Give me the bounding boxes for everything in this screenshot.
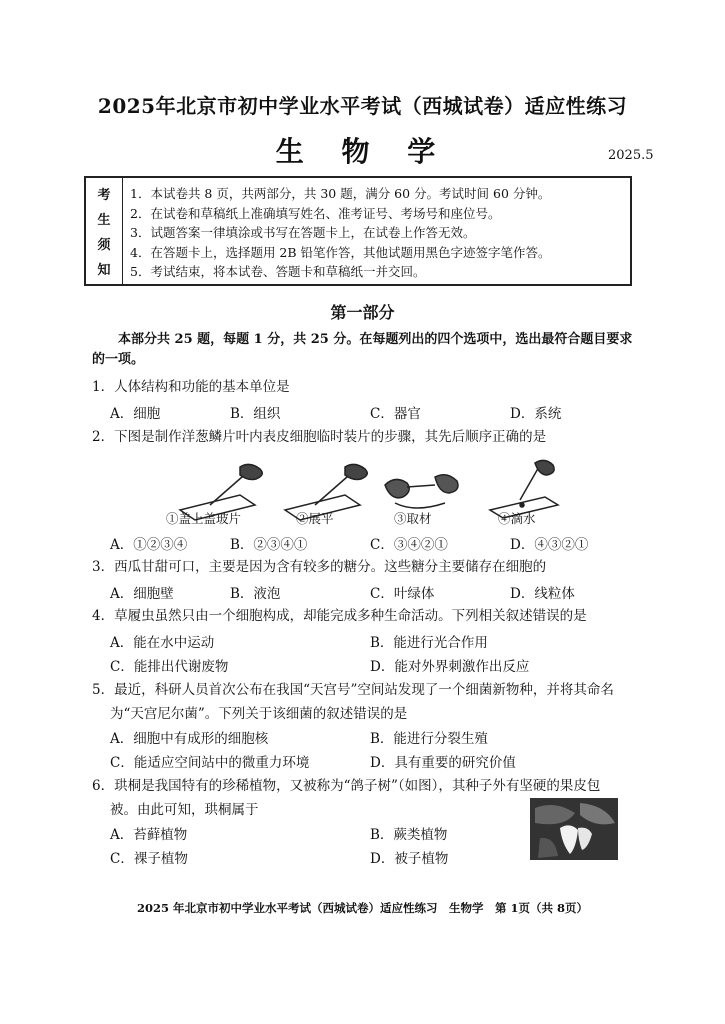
part-intro: 本部分共 25 题，每题 1 分，共 25 分。在每题列出的四个选项中，选出最符合题目要求的一项。 [92,332,633,367]
part-title: 第一部分 [330,303,395,322]
q4-option-b: B．能进行光合作用 [370,635,488,651]
question-3-stem: 3．西瓜甘甜可口，主要是因为含有较多的糖分。这些糖分主要储存在细胞的 [92,559,547,575]
q2-option-a: A．①②③④ [110,537,188,553]
notice-label-char: 知 [97,263,111,278]
question-2-stem: 2．下图是制作洋葱鳞片叶内表皮细胞临时装片的步骤，其先后顺序正确的是 [92,429,547,445]
q1-option-d: D．系统 [510,406,562,422]
notice-items [130,184,626,282]
q4-option-a: A．能在水中运动 [110,635,215,651]
question-1-stem: 1．人体结构和功能的基本单位是 [92,379,290,395]
dove-tree-photo [530,798,618,860]
q6-option-c: C．裸子植物 [110,851,188,867]
q4-option-d: D．能对外界刺激作出反应 [370,659,530,675]
q5-option-b: B．能进行分裂生殖 [370,731,488,747]
q6-option-b: B．蕨类植物 [370,827,448,843]
question-5-stem-line1: 5．最近，科研人员首次公布在我国“天宫号”空间站发现了一个细菌新物种，并将其命名 [92,682,614,698]
notice-label [86,178,123,284]
notice-item: 2．在试卷和草稿纸上准确填写姓名、准考证号、考场号和座位号。 [130,205,501,221]
notice-item: 1．本试卷共 8 页，共两部分，共 30 题，满分 60 分。考试时间 60 分钟。 [130,186,551,201]
q1-option-b: B．组织 [230,406,281,422]
q2-option-d: D．④③②① [510,537,589,553]
q4-option-c: C．能排出代谢废物 [110,659,229,675]
question-6-stem-line2: 被。由此可知，珙桐属于 [110,802,259,818]
q2-caption-3: ③取材 [394,511,432,526]
notice-label-char: 生 [97,213,111,228]
q3-option-c: C．叶绿体 [370,586,435,602]
q2-caption-4: ④滴水 [498,511,536,526]
page-footer: 2025 年北京市初中学业水平考试（西城试卷）适应性练习 生物学 第 1页（共 8页） [136,901,589,915]
q6-option-d: D．被子植物 [370,851,449,867]
q5-option-a: A．细胞中有成形的细胞核 [110,731,269,747]
q5-option-c: C．能适应空间站中的微重力环境 [110,755,310,771]
notice-label-char: 须 [97,238,111,253]
q2-caption-2: ②展平 [296,511,334,526]
notice-item: 4．在答题卡上，选择题用 2B 铅笔作答，其他试题用黑色字迹签字笔作答。 [130,244,551,260]
notice-item: 3．试题答案一律填涂或书写在答题卡上，在试卷上作答无效。 [130,225,476,240]
q2-caption-1: ①盖上盖玻片 [166,511,242,526]
question-5-stem-line2: 为“天宫尼尔菌”。下列关于该细菌的叙述错误的是 [110,706,408,722]
step-take-material-illustration [385,475,458,508]
exam-date: 2025.5 [608,148,654,163]
q2-option-b: B．②③④① [230,537,308,553]
q5-option-d: D．具有重要的研究价值 [370,755,516,771]
q1-option-c: C．器官 [370,406,421,422]
q3-option-a: A．细胞壁 [110,586,174,602]
question-6-stem-line1: 6．珙桐是我国特有的珍稀植物，又被称为“鸽子树”（如图），其种子外有坚硬的果皮包 [92,778,601,794]
q3-option-b: B．液泡 [230,586,281,602]
q3-option-d: D．线粒体 [510,586,575,602]
exam-title: 2025年北京市初中学业水平考试（西城试卷）适应性练习 [97,94,628,118]
q6-option-a: A．苔藓植物 [110,827,188,843]
notice-label-char: 考 [97,188,111,203]
subject-title: 生 物 学 [275,135,450,168]
notice-item: 5．考试结束，将本试卷、答题卡和草稿纸一并交回。 [130,264,426,279]
q2-option-c: C．③④②① [370,537,448,553]
q1-option-a: A．细胞 [110,406,161,422]
question-4-stem: 4．草履虫虽然只由一个细胞构成，却能完成多种生命活动。下列相关叙述错误的是 [92,608,587,624]
exam-notice-box [84,176,632,286]
